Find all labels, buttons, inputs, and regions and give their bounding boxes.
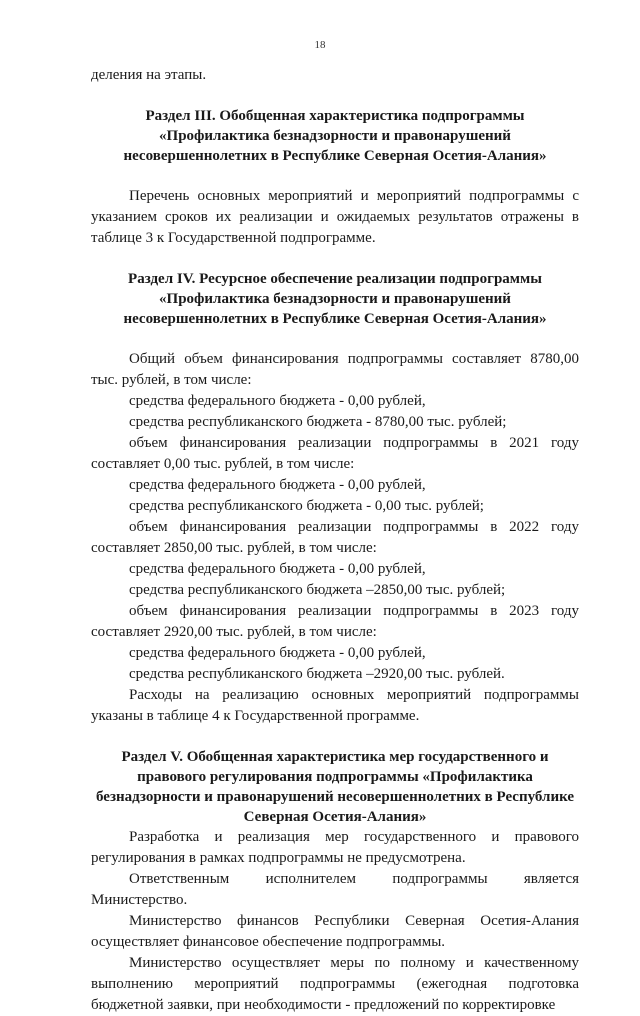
section5-paragraph-1: Разработка и реализация мер государственного и правового регулирования в рамках подпрограммы не предусмотрена. [91, 829, 579, 866]
section5-paragraph-2: Ответственным исполнителем подпрограммы является Министерство. [91, 871, 579, 908]
section4-heading [91, 269, 579, 329]
section5-paragraph-4: Министерство осуществляет меры по полному и качественному выполнению мероприятий подпрограммы (ежегодная подготовка бюджетной заявки, при необходимости - предложений по корректировке [91, 955, 579, 1013]
section3-paragraph: Перечень основных мероприятий и мероприятий подпрограммы с указанием сроков их реализации и ожидаемых результатов отражены в таблице 3 к Государственной подпрограмме. [91, 188, 579, 246]
section5-heading-line-3: безнадзорности и правонарушений несовершеннолетних в Республике [95, 789, 575, 805]
section3-heading-line-3: несовершеннолетних в Республике Северная Осетия-Алания» [123, 148, 547, 164]
section3-heading-line-1: Раздел III. Обобщенная характеристика подпрограммы [145, 108, 525, 124]
section5-heading-line-4: Северная Осетия-Алания» [243, 809, 427, 825]
section3-heading-line-2: «Профилактика безнадзорности и правонарушений [159, 128, 511, 144]
section4-heading-line-1: Раздел IV. Ресурсное обеспечение реализации подпрограммы [128, 271, 542, 287]
section4-2023-federal: средства федерального бюджета - 0,00 рублей, [129, 645, 426, 661]
section4-2022: объем финансирования реализации подпрограммы в 2022 году составляет 2850,00 тыс. рублей, в том числе: [91, 519, 579, 556]
intro-fragment: деления на этапы. [91, 67, 207, 83]
section4-total-federal: средства федерального бюджета - 0,00 рублей, [129, 393, 426, 409]
section4-2022-republic: средства республиканского бюджета –2850,00 тыс. рублей; [129, 582, 506, 598]
section5-heading-line-2: правового регулирования подпрограммы «Профилактика [137, 769, 533, 785]
section4-total-republic: средства республиканского бюджета - 8780,00 тыс. рублей; [129, 414, 507, 430]
section4-2022-federal: средства федерального бюджета - 0,00 рублей, [129, 561, 426, 577]
section4-2021: объем финансирования реализации подпрограммы в 2021 году составляет 0,00 тыс. рублей, в том числе: [91, 435, 579, 472]
document-body [91, 65, 579, 1016]
section5-paragraph-3: Министерство финансов Республики Северная Осетия-Алания осуществляет финансовое обеспечение подпрограммы. [91, 913, 579, 950]
section4-heading-line-3: несовершеннолетних в Республике Северная Осетия-Алания» [123, 311, 547, 327]
section5-heading [91, 747, 579, 827]
section5-heading-line-1: Раздел V. Обобщенная характеристика мер государственного и [121, 749, 549, 765]
section4-expenses: Расходы на реализацию основных мероприятий подпрограммы указаны в таблице 4 к Государственной программе. [91, 687, 579, 724]
section4-2023-republic: средства республиканского бюджета –2920,00 тыс. рублей. [129, 666, 505, 682]
section3-heading [91, 106, 579, 166]
page-number: 18 [314, 39, 326, 51]
section4-2021-republic: средства республиканского бюджета - 0,00 тыс. рублей; [129, 498, 484, 514]
section4-2021-federal: средства федерального бюджета - 0,00 рублей, [129, 477, 426, 493]
section4-heading-line-2: «Профилактика безнадзорности и правонарушений [159, 291, 511, 307]
section4-total: Общий объем финансирования подпрограммы составляет 8780,00 тыс. рублей, в том числе: [91, 351, 579, 388]
section4-2023: объем финансирования реализации подпрограммы в 2023 году составляет 2920,00 тыс. рублей, в том числе: [91, 603, 579, 640]
